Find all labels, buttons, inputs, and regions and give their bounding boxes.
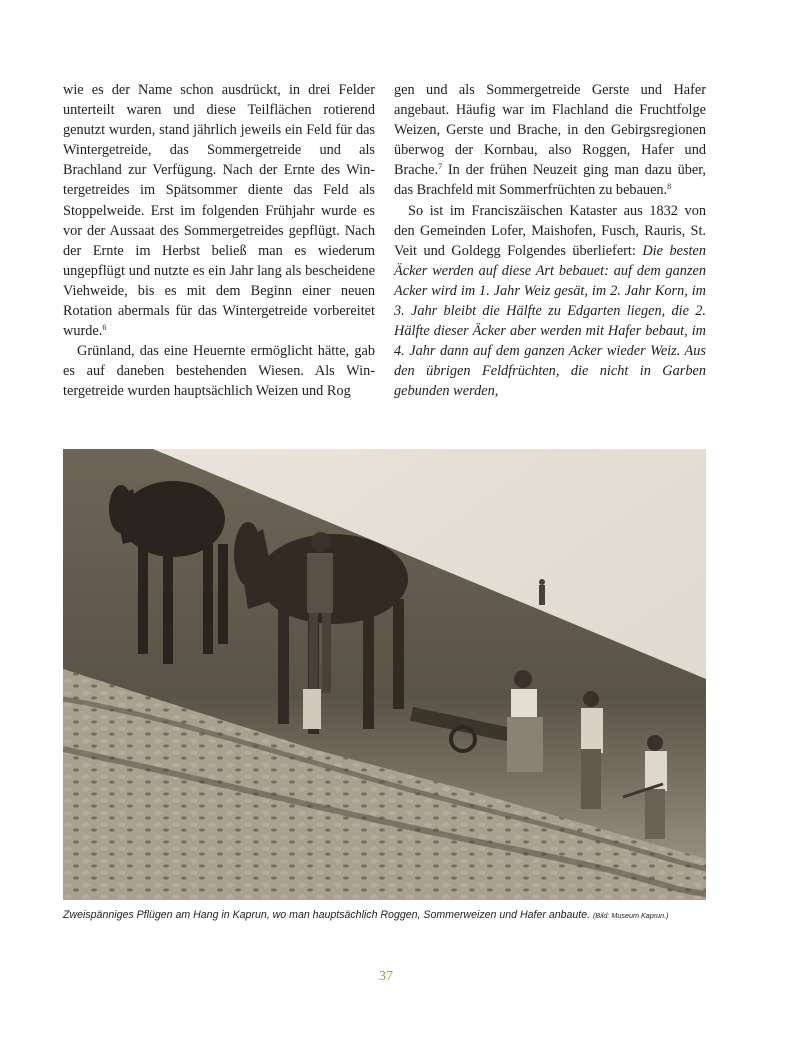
man-worker-middle (581, 691, 603, 809)
footnote-marker[interactable]: 7 (438, 162, 443, 172)
paragraph (394, 80, 706, 201)
paragraph-text: gen und als Sommergetreide Gerste und Hafer angebaut. Häufig war im Flachland die Fruchtfolge Weizen, Gerste und Brache, in den Gebirgsregionen überwog der Kornbau, also Roggen, Hafer und Brache. (394, 82, 706, 179)
text-column-right (394, 80, 706, 402)
footnote-marker[interactable]: 8 (667, 182, 672, 192)
figure-caption (63, 909, 713, 921)
paragraph (63, 80, 375, 341)
text-column-left (63, 80, 375, 402)
historical-photo-plowing (63, 449, 706, 900)
paragraph-text: wie es der Name schon ausdrückt, in drei Felder unterteilt waren und diese Teilflächen rotierend genutzt wurden, stand jährlich jeweils ein Feld für das Wintergetreide, das Sommergetreide und als Brachland zur Verfügung. Nach der Ernte des Wintergetreides im Spätsommer diente das Feld als Stoppelweide. Erst im folgenden Frühjahr wurde es vor der Aussaat des Sommergetreides gepflügt. Nach der Ernte im Herbst beließ man es wiederum ungepflügt und nutzte es ein Jahr lang als bescheidene Viehweide, bis es mit dem Beginn einer neuen Rotation abermals für das Wintergetreide vorbereitet wurde. (63, 82, 375, 340)
photo-illustration (63, 449, 706, 900)
paragraph: Grünland, das eine Heuernte ermöglicht hätte, gab es auf daneben bestehenden Wiesen. Als Wintergetreide wurden hauptsächlich Weizen und Rog (63, 343, 375, 400)
paragraph (394, 201, 706, 402)
photo-credit: (Bild: Museum Kaprun.) (593, 911, 669, 920)
caption-text: Zweispänniges Pflügen am Hang in Kaprun, wo man hauptsächlich Roggen, Sommerweizen und Hafer anbaute. (63, 909, 591, 921)
footnote-marker[interactable]: 6 (102, 323, 107, 333)
page-number: 37 (379, 969, 393, 984)
paragraph-text: So ist im Franciszäischen Kataster aus 1832 von den Gemeinden Lofer, Maishofen, Fusch, Rauris, St. Veit und Goldegg Folgendes überliefert: (394, 202, 706, 259)
paragraph-text: In der frühen Neuzeit ging man dazu über, das Brachfeld mit Sommerfrüchten zu bebauen. (394, 162, 706, 199)
distant-figure (539, 579, 545, 605)
cadastre-quote: Die besten Äcker werden auf diese Art bebauet: auf dem ganzen Acker wird im 1. Jahr Weiz gesät, im 2. Jahr Korn, im 3. Jahr bleibt die Hälfte zu Edgarten liegen, die 2. Hälfte dieser Äcker aber werden mit Hafer bebaut, im 4. Jahr dann auf dem ganzen Acker wieder Weiz. Aus den übrigen Feldfrüchten, die nicht in Garben gebunden werden, (394, 242, 706, 400)
